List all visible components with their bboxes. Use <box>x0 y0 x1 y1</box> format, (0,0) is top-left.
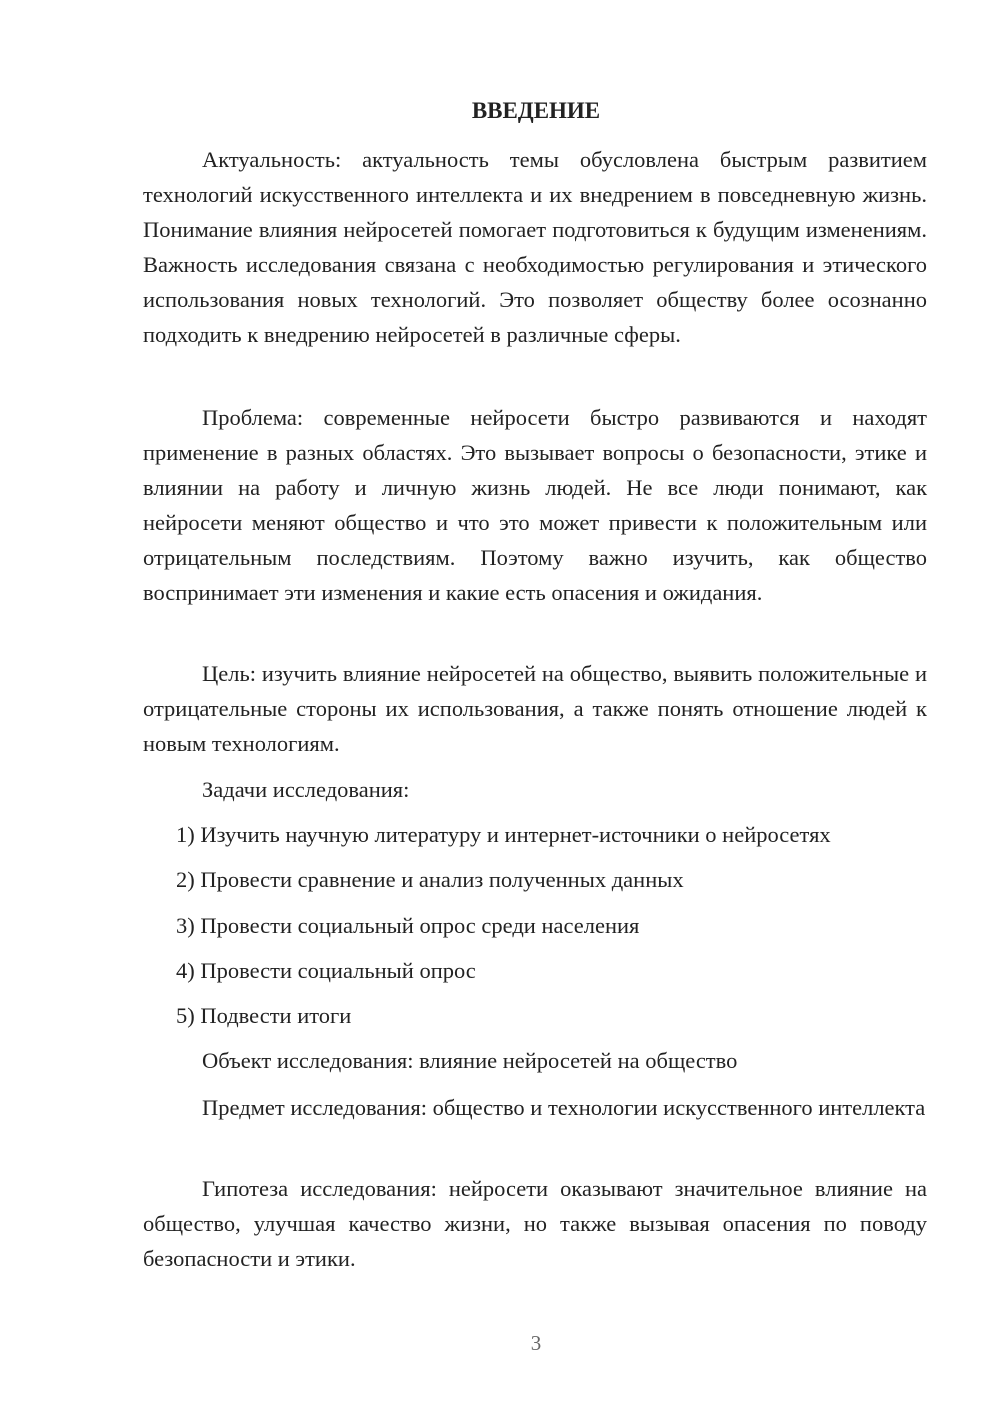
tasks-heading: Задачи исследования: <box>202 777 410 802</box>
paragraph-relevance: Актуальность: актуальность темы обусловлена быстрым развитием технологий искусственного интеллекта и их внедрением в повседневную жизнь. Понимание влияния нейросетей помогает подготовиться к будущим изменениям. Важность исследования связана с необходимостью регулирования и этического использования новых технологий. Это позволяет обществу более осознанно подходить к внедрению нейросетей в различные сферы. <box>143 147 927 347</box>
task-item-3: 3) Провести социальный опрос среди населения <box>176 913 640 938</box>
task-item-5: 5) Подвести итоги <box>176 1003 352 1028</box>
paragraph-goal: Цель: изучить влияние нейросетей на общество, выявить положительные и отрицательные стороны их использования, а также понять отношение людей к новым технологиям. <box>143 661 927 756</box>
task-item-1: 1) Изучить научную литературу и интернет-источники о нейросетях <box>176 822 831 847</box>
page-number: 3 <box>530 1331 542 1355</box>
paragraph-hypothesis: Гипотеза исследования: нейросети оказывают значительное влияние на общество, улучшая качество жизни, но также вызывая опасения по поводу безопасности и этики. <box>143 1176 927 1271</box>
paragraph-problem: Проблема: современные нейросети быстро развиваются и находят применение в разных областях. Это вызывает вопросы о безопасности, этике и влиянии на работу и личную жизнь людей. Не все люди понимают, как нейросети меняют общество и что это может привести к положительным или отрицательным последствиям. Поэтому важно изучить, как общество воспринимает эти изменения и какие есть опасения и ожидания. <box>143 405 927 605</box>
task-item-4: 4) Провести социальный опрос <box>176 958 476 983</box>
task-item-2: 2) Провести сравнение и анализ полученных данных <box>176 867 684 892</box>
paragraph-subject: Предмет исследования: общество и технологии искусственного интеллекта <box>202 1095 926 1120</box>
page-title: ВВЕДЕНИЕ <box>471 98 601 123</box>
paragraph-object: Объект исследования: влияние нейросетей на общество <box>202 1048 738 1073</box>
